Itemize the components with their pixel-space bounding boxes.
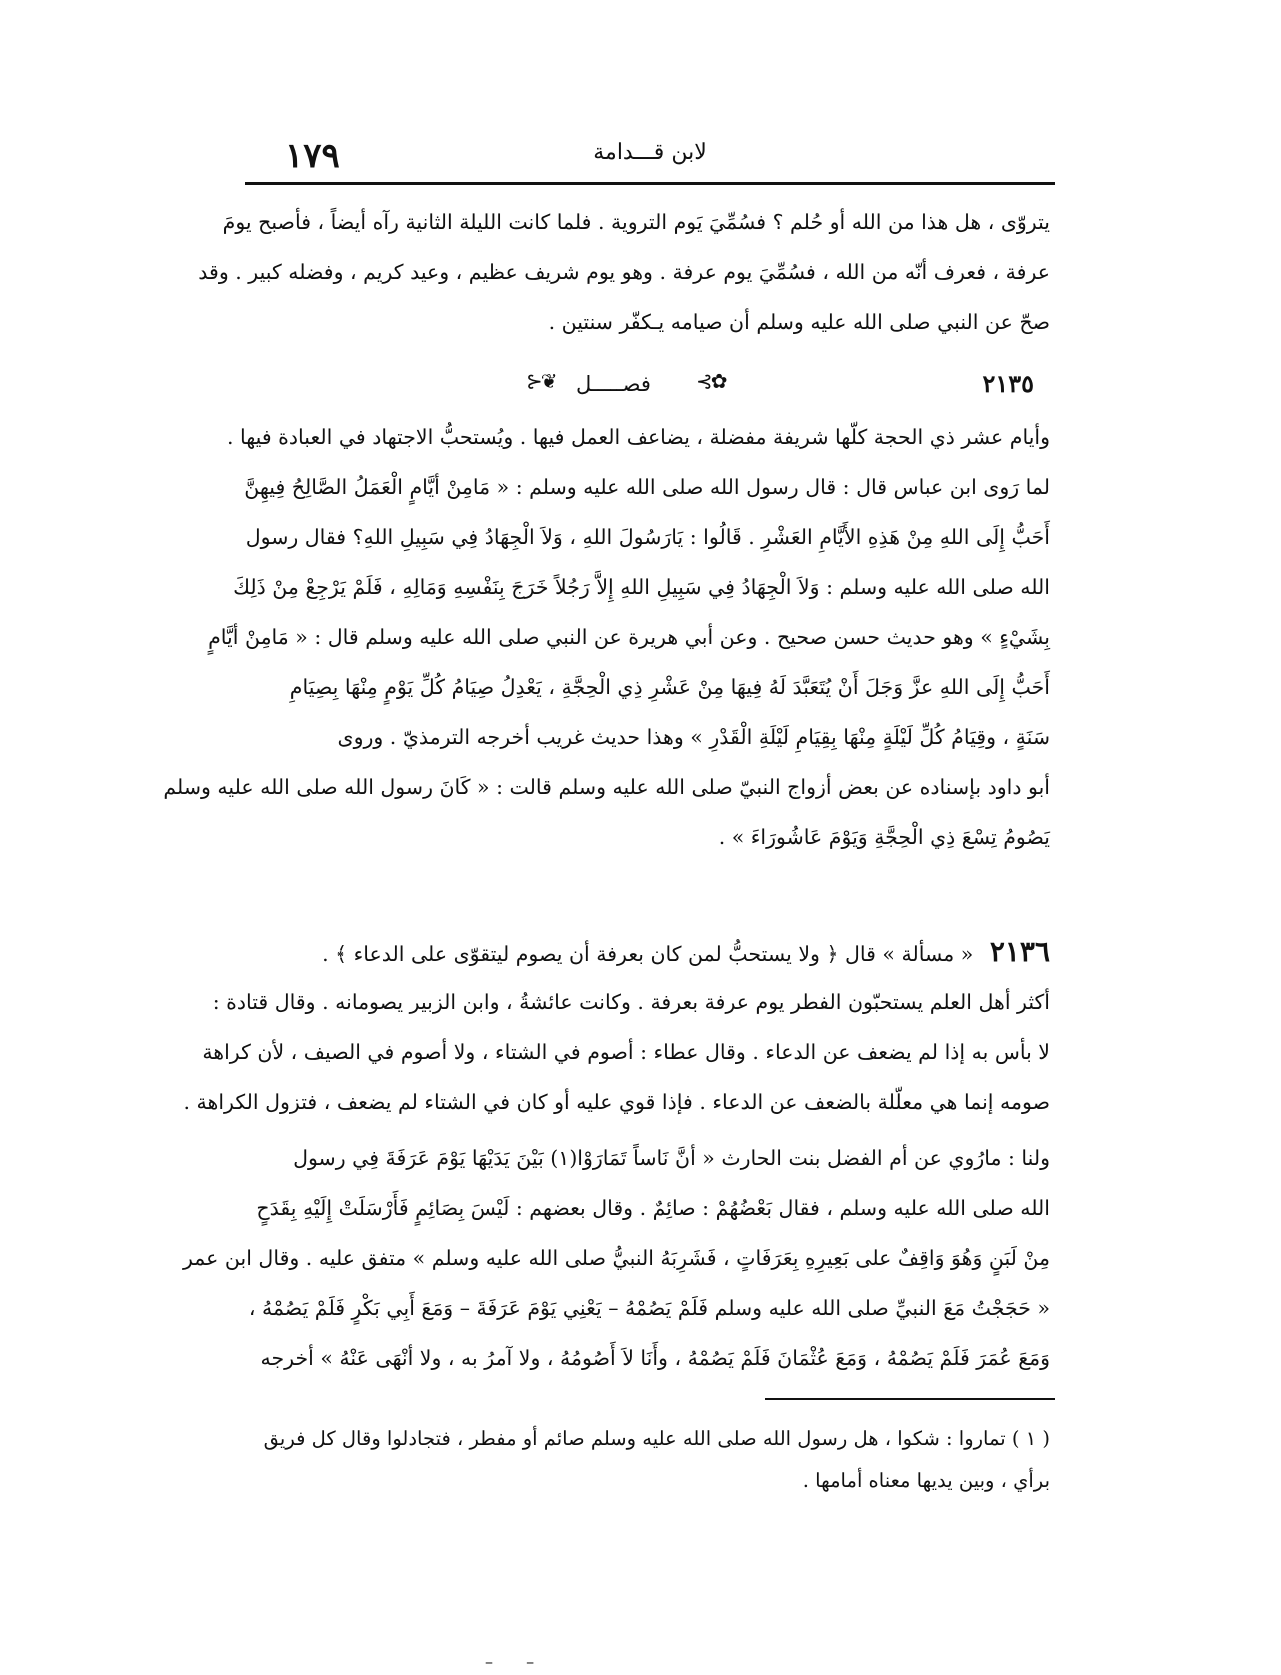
section-title: فصـــــل xyxy=(576,372,651,396)
text-line: ولنا : مارُوي عن أم الفضل بنت الحارث « أنَّ نَاساً تَمَارَوْا(١) بَيْنَ يَدَيْهَا يَوْمَ عَرَفَةَ فِي رسول xyxy=(293,1146,1050,1170)
text-line: صحّ عن النبي صلى الله عليه وسلم أن صيامه يـكفّر سنتين . xyxy=(548,310,1050,334)
text-line: لما رَوى ابن عباس قال : قال رسول الله صلى الله عليه وسلم : « مَامِنْ أيَّامٍ الْعَمَلُ الصَّالِحُ فِيهِنَّ xyxy=(244,475,1050,499)
text-line: أَحَبُّ إِلَى اللهِ مِنْ هَذِهِ الأَيَّامِ العَشْرِ . قَالُوا : يَارَسُولَ اللهِ ، وَلاَ الْجِهَادُ فِي سَبِيلِ اللهِ؟ فقال رسول xyxy=(245,525,1050,549)
ornament-icon: ❦⊰ xyxy=(526,369,556,393)
footnote xyxy=(258,1418,1050,1502)
text-line: مِنْ لَبَنٍ وَهُوَ وَاقِفٌ على بَعِيرِهِ بِعَرَفَاتٍ ، فَشَرِبَهُ النبيُّ صلى الله عليه وسلم » متفق عليه . وقال ابن عمر xyxy=(183,1246,1050,1270)
evidence-body xyxy=(183,1133,1050,1383)
text-line: صومه إنما هي معلّلة بالضعف عن الدعاء . فإذا قوي عليه أو كان في الشتاء لم يضعف ، فتزول الكراهة . xyxy=(183,1090,1050,1114)
issue-heading xyxy=(258,927,1050,977)
section-body xyxy=(163,412,1050,862)
issue-body xyxy=(183,977,1050,1127)
issue-number: ٢١٣٦ xyxy=(989,935,1050,968)
issue-text: « مسألة » قال ﴿ ولا يستحبُّ لمن كان بعرفة أن يصوم ليتقوّى على الدعاء ﴾ . xyxy=(322,942,974,966)
text-line: الله صلى الله عليه وسلم : وَلاَ الْجِهَادُ فِي سَبِيلِ اللهِ إِلاَّ رَجُلاً خَرَجَ بِنَفْسِهِ وَمَالِهِ ، فَلَمْ يَرْجِعْ مِنْ ذَلِكَ xyxy=(233,575,1050,599)
text-line: أبو داود بإسناده عن بعض أزواج النبيّ صلى الله عليه وسلم قالت : « كَانَ رسول الله صلى الله عليه وسلم xyxy=(163,775,1050,799)
text-line: سَنَةٍ ، وقِيَامُ كُلِّ لَيْلَةٍ مِنْهَا بِقِيَامِ لَيْلَةِ الْقَدْرِ » وهذا حديث غريب أخرجه الترمذيّ . وروى xyxy=(337,725,1050,749)
ornament-icon: ✿⊱ xyxy=(696,369,726,393)
text-line: وأيام عشر ذي الحجة كلّها شريفة مفضلة ، يضاعف العمل فيها . ويُستحبُّ الاجتهاد في العبادة فيها . xyxy=(226,425,1050,449)
footer-marks: – – xyxy=(485,1652,549,1671)
text-line: يتروّى ، هل هذا من الله أو حُلم ؟ فسُمِّيَ يَوم التروية . فلما كانت الليلة الثانية رآه أيضاً ، فأصبح يومَ xyxy=(222,210,1050,234)
text-line: أَحَبُّ إِلَى اللهِ عزَّ وَجَلَ أَنْ يُتَعَبَّدَ لَهُ فِيهَا مِنْ عَشْرِ ذِي الْحِجَّةِ ، يَعْدِلُ صِيَامُ كُلِّ يَوْمٍ مِنْهَا بِصِيَامِ xyxy=(289,675,1050,699)
text-line: عرفة ، فعرف أنّه من الله ، فسُمِّيَ يوم عرفة . وهو يوم شريف عظيم ، وعيد كريم ، وفضله كبير . وقد xyxy=(198,260,1050,284)
running-title: لابن قـــدامة xyxy=(593,140,707,165)
top-paragraph xyxy=(198,197,1050,347)
footnote-line: ( ١ ) تماروا : شكوا ، هل رسول الله صلى الله عليه وسلم صائم أو مفطر ، فتجادلوا وقال كل فريق xyxy=(263,1427,1050,1450)
footnote-divider xyxy=(765,1398,1055,1400)
text-line: « حَجَجْتُ مَعَ النبيِّ صلى الله عليه وسلم فَلَمْ يَصُمْهُ – يَعْنِي يَوْمَ عَرَفَةَ – وَمَعَ أَبِي بَكْرٍ فَلَمْ يَصُمْهُ ، xyxy=(248,1296,1050,1320)
text-line: لا بأس به إذا لم يضعف عن الدعاء . وقال عطاء : أصوم في الشتاء ، ولا أصوم في الصيف ، لأن كراهة xyxy=(202,1040,1050,1064)
footnote-line: برأي ، وبين يديها معناه أمامها . xyxy=(802,1469,1050,1492)
text-line: أكثر أهل العلم يستحبّون الفطر يوم عرفة بعرفة . وكانت عائشةُ ، وابن الزبير يصومانه . وقال قتادة : xyxy=(212,990,1050,1014)
text-line: الله صلى الله عليه وسلم ، فقال بَعْضُهُمْ : صائِمٌ . وقال بعضهم : لَيْسَ بِصَائِمٍ فَأَرْسَلَتْ إِلَيْهِ بِقَدَحٍ xyxy=(256,1196,1050,1220)
section-heading xyxy=(258,363,1050,413)
page-header xyxy=(245,132,1055,185)
page-number: ١٧٩ xyxy=(285,136,340,176)
text-line: وَمَعَ عُمَرَ فَلَمْ يَصُمْهُ ، وَمَعَ عُثْمَانَ فَلَمْ يَصُمْهُ ، وأَنَا لاَ أَصُومُهُ ، ولا آمرُ به ، ولا أنْهَى عَنْهُ » أخرجه xyxy=(260,1346,1050,1370)
text-line: بِشَيْءٍ » وهو حديث حسن صحيح . وعن أبي هريرة عن النبي صلى الله عليه وسلم قال : « مَامِنْ أيَّامٍ xyxy=(208,625,1050,649)
text-line: يَصُومُ تِسْعَ ذِي الْحِجَّةِ وَيَوْمَ عَاشُورَاءَ » . xyxy=(718,825,1050,849)
section-number: ٢١٣٥ xyxy=(982,369,1034,398)
